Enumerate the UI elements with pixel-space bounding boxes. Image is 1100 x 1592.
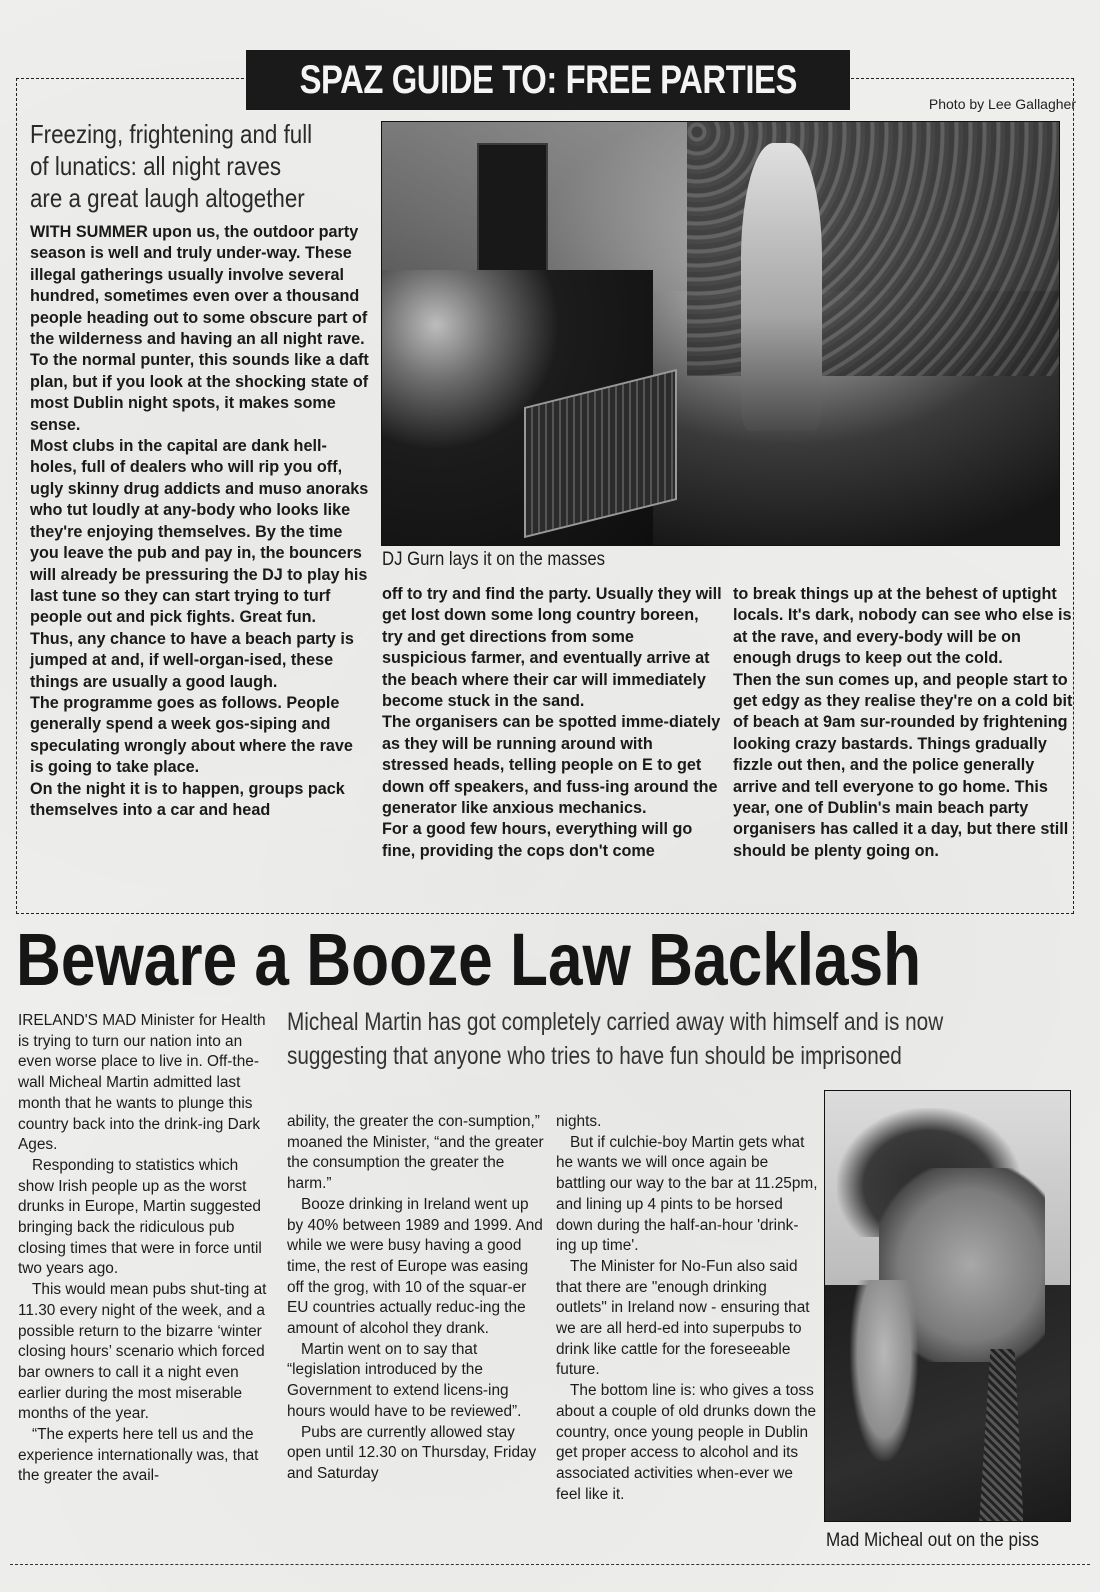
paragraph: The Minister for No-Fun also said that there are "enough drinking outlets" in Ireland now - ensuring that we are all herd-ed into superpubs to drink like cattle for the foreseeable future. [556, 1257, 810, 1379]
standfirst-line: suggesting that anyone who tries to have fun should be imprisoned [287, 1042, 902, 1070]
paragraph: Responding to statistics which show Irish people up as the worst drunks in Europe, Martin suggested bringing back the ridiculous pub closing times that were in force until two years ago. [18, 1156, 262, 1278]
paragraph: The programme goes as follows. People generally spend a week gos-siping and speculating wrongly about where the rave is going to take place. [30, 693, 353, 777]
paragraph: off to try and find the party. Usually they will get lost down some long country boreen, try and get directions from some suspicious farmer, and eventually arrive at the beach where their car will immediately become stuck in the sand. [382, 585, 722, 711]
photo-hand [850, 1280, 919, 1461]
paragraph: to break things up at the behest of uptight locals. It's dark, nobody can see who else is at the rave, and every-body will be on enough drugs to keep out the cold. [733, 585, 1072, 668]
banner-title: SPAZ GUIDE TO: FREE PARTIES [299, 57, 797, 102]
paragraph: For a good few hours, everything will go fine, providing the cops don't come [382, 820, 693, 860]
paragraph: IRELAND'S MAD Minister for Health is trying to turn our nation into an even worse place to live in. Off-the-wall Micheal Martin admitted last month that he wants to plunge this country back into the drink-ing Dark Ages. [18, 1012, 266, 1154]
subhead-line: Freezing, frightening and full [30, 119, 313, 149]
paragraph: Thus, any chance to have a beach party is jumped at and, if well-organ-ised, these things are usually a good laugh. [30, 629, 354, 691]
paragraph: But if culchie-boy Martin gets what he wants we will once again be battling our way to the bar at 11.25pm, and lining up 4 pints to be horsed down during the half-an-hour 'drink-ing up time'. [556, 1133, 818, 1255]
paragraph: “The experts here tell us and the experience internationally was, that the greater the avail- [18, 1426, 259, 1485]
standfirst-line: Micheal Martin has got completely carried away with himself and is now [287, 1008, 944, 1036]
paragraph: This would mean pubs shut-ting at 11.30 every night of the week, and a possible return to the bizarre ‘winter closing hours’ scenario which forced bar owners to call it a night even earlier during the most miserable months of the year. [18, 1281, 267, 1423]
paragraph: Pubs are currently allowed stay open until 12.30 on Thursday, Friday and Saturday [287, 1423, 537, 1482]
section-banner [246, 50, 850, 110]
paragraph [30, 222, 370, 436]
rave-photo [381, 121, 1060, 546]
rave-photo-caption [382, 549, 635, 571]
caption-text: Mad Micheal out on the piss [826, 1530, 1039, 1551]
rave-column-2 [382, 584, 722, 862]
booze-standfirst [287, 1005, 1087, 1073]
paragraph: The bottom line is: who gives a toss about a couple of old drunks down the country, once young people in Dublin get proper access to alcohol and its associated activities when-ever we feel like it. [556, 1382, 817, 1503]
booze-column-3 [556, 1112, 818, 1505]
lead-in: WITH SUMMER [30, 223, 148, 241]
subhead-line: are a great laugh altogether [30, 183, 305, 213]
rave-subheadline [30, 118, 380, 214]
paragraph: Most clubs in the capital are dank hell-holes, full of dealers who will rip you off, ugly skinny drug addicts and muso anoraks who tut loudly at any-body who looks like they're enjoying themselves. By the time you leave the pub and pay in, the bouncers will already be pressuring the DJ to play his last tune so they can start trying to turf people out and pick fights. Great fun. [30, 437, 369, 627]
photo-person-hoodie [741, 143, 822, 431]
minister-photo-caption [826, 1530, 1063, 1552]
rave-column-1 [30, 222, 370, 821]
rave-column-3 [733, 584, 1073, 862]
photo-credit: Photo by Lee Gallagher [928, 96, 1076, 112]
headline-text: Beware a Booze Law Backlash [16, 918, 922, 1001]
bottom-divider [10, 1564, 1090, 1565]
paragraph: Then the sun comes up, and people start to get edgy as they realise they're on a cold bit of beach at 9am sur-rounded by frightening looking crazy bastards. Things gradually fizzle out then, and the police generally arrive and tell everyone to go home. This year, one of Dublin's main beach party organisers has called it a day, but there still should be plenty going on. [733, 670, 1073, 860]
paragraph: The organisers can be spotted imme-diately as they will be running around with stressed heads, telling people on E to get down off speakers, and fuss-ing around the generator like anxious mechanics. [382, 713, 721, 818]
minister-photo [824, 1090, 1071, 1522]
paragraph: On the night it is to happen, groups pack themselves into a car and head [30, 779, 345, 819]
subhead-line: of lunatics: all night raves [30, 151, 282, 181]
booze-column-1 [18, 1011, 274, 1487]
paragraph-text: upon us, the outdoor party season is well and truly under-way. These illegal gatherings usually involve several hundred, sometimes even over a thousand people heading out to some obscure part of the wilderness and having an all night rave. To the normal punter, this sounds like a daft plan, but if you look at the shocking state of most Dublin night spots, it makes some sense. [30, 223, 369, 434]
paragraph: ability, the greater the con-sumption,” moaned the Minister, “and the greater the consumption the greater the harm.” [287, 1113, 544, 1193]
caption-text: DJ Gurn lays it on the masses [382, 549, 606, 570]
booze-column-2 [287, 1112, 547, 1485]
paragraph: nights. [556, 1113, 602, 1130]
paragraph: Booze drinking in Ireland went up by 40% between 1989 and 1999. And while we were busy having a good time, the rest of Europe was easing off the grog, with 10 of the squar-er EU countries actually reduc-ing the amount of alcohol they drank. [287, 1195, 543, 1338]
booze-headline [16, 920, 1086, 1000]
paragraph: Martin went on to say that “legislation introduced by the Government to extend licens-ing hours would have to be reviewed”. [287, 1340, 522, 1420]
